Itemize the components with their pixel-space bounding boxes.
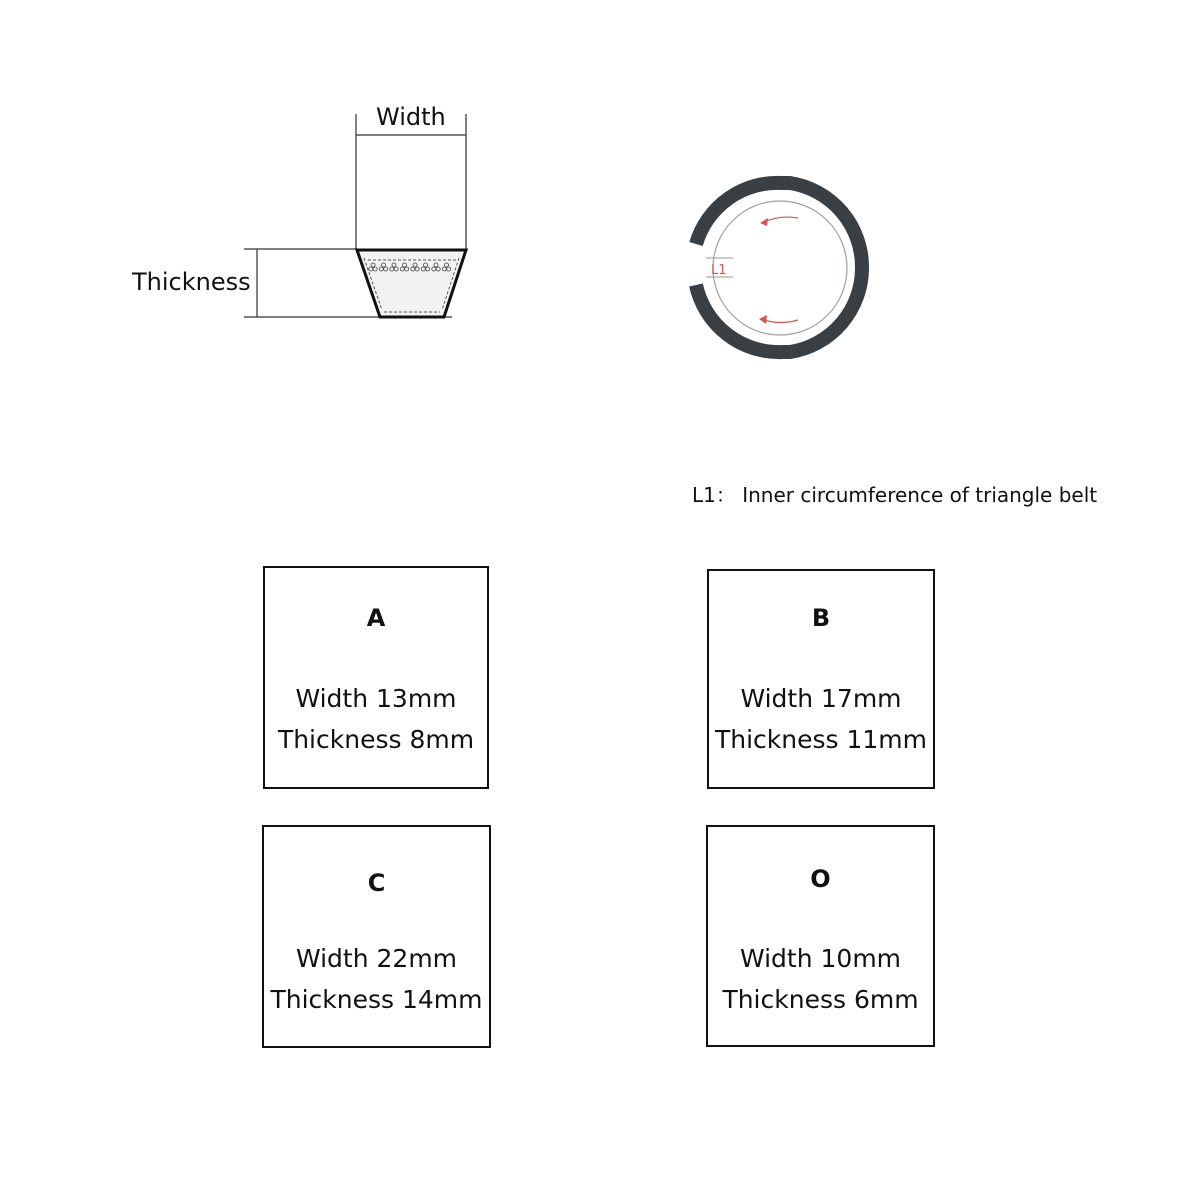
size-width: Width 17mm: [740, 684, 902, 713]
size-thickness: Thickness 8mm: [277, 725, 475, 754]
size-width: Width 22mm: [295, 944, 458, 973]
size-code: B: [811, 604, 831, 632]
thickness-label: Thickness: [132, 268, 251, 296]
size-box-c: [262, 825, 491, 1048]
width-label: Width: [376, 103, 446, 131]
size-width: Width 13mm: [295, 684, 457, 713]
size-thickness: Thickness 14mm: [270, 985, 483, 1014]
arrow-top-head: [760, 218, 768, 226]
size-thickness: Thickness 11mm: [714, 725, 928, 754]
size-code: O: [810, 865, 831, 893]
size-width: Width 10mm: [739, 944, 902, 973]
arrow-top-arc: [764, 217, 798, 222]
size-box-o: [706, 825, 935, 1047]
l1-definition-note: L1： Inner circumference of triangle belt: [692, 483, 1098, 507]
size-code: C: [367, 869, 386, 897]
cross-section-drawing: [244, 114, 466, 317]
arrow-bottom-head: [759, 315, 767, 324]
belt-ring-drawing: [696, 183, 862, 352]
l1-marker-label: L1: [711, 263, 727, 278]
size-code: A: [366, 604, 386, 632]
arrow-bottom-arc: [764, 320, 798, 322]
size-box-a: [263, 566, 489, 789]
size-thickness: Thickness 6mm: [722, 985, 919, 1014]
inner-circumference-circle: [713, 201, 847, 335]
size-box-b: [707, 569, 935, 789]
